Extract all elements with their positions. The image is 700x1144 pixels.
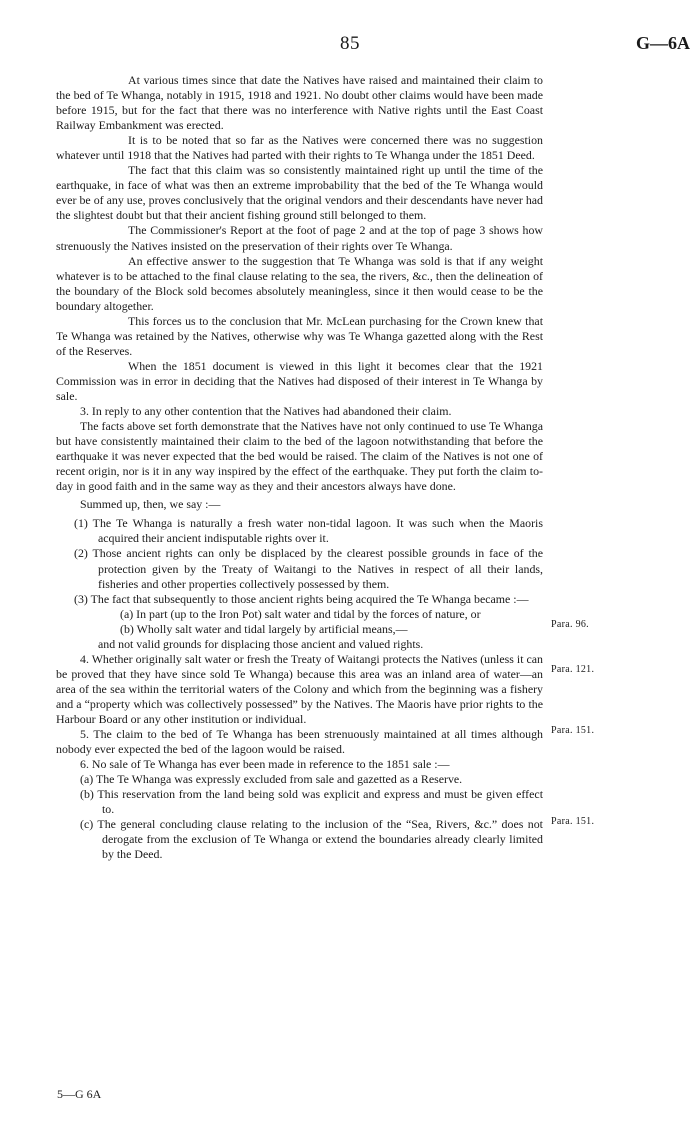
page-number: 85 <box>340 33 360 54</box>
paragraph: When the 1851 document is viewed in this light it becomes clear that the 1921 Commission was in error in deciding that the Natives had disposed of their interest in Te Whanga by sale. <box>56 358 543 403</box>
paragraph: 5. The claim to the bed of Te Whanga has been strenuously maintained at all times although nobody ever expected the bed of the lagoon would be raised. <box>56 727 543 757</box>
margin-note: Para. 96. <box>551 619 589 630</box>
document-reference: G—6A <box>636 33 690 53</box>
margin-note: Para. 151. <box>551 725 595 736</box>
list-item: (b) This reservation from the land being sold was explicit and express and must be given effect to. <box>80 787 543 817</box>
paragraph: At various times since that date the Natives have raised and maintained their claim to the bed of Te Whanga, notably in 1915, 1918 and 1921. No doubt other claims would have been made before 1915, but for the fact that there was no interference with Native rights until the East Coast Railway Embankment was erected. <box>56 73 543 133</box>
paragraph: This forces us to the conclusion that Mr. McLean purchasing for the Crown knew that Te Whanga was retained by the Natives, otherwise why was Te Whanga gazetted along with the Rest of the Reserves. <box>56 313 543 358</box>
list-subitem: and not valid grounds for displacing those ancient and valued rights. <box>98 636 424 651</box>
paragraph: 3. In reply to any other contention that the Natives had abandoned their claim. <box>80 404 452 419</box>
list-item: (3) The fact that subsequently to those ancient rights being acquired the Te Whanga became :— <box>74 591 529 606</box>
list-item: (1) The Te Whanga is naturally a fresh water non-tidal lagoon. It was such when the Maoris acquired their ancient indisputable rights over it. <box>74 516 543 546</box>
list-item: (a) The Te Whanga was expressly excluded from sale and gazetted as a Reserve. <box>80 772 463 787</box>
list-subitem: (b) Wholly salt water and tidal largely by artificial means,— <box>120 621 408 636</box>
paragraph: The fact that this claim was so consistently maintained right up until the time of the earthquake, in face of what was then an extreme improbability that the bed of the Te Whanga would ever be of any use, proves conclusively that the original vendors and their descendants have never had the slightest doubt but that their ancient fishing ground still belonged to them. <box>56 163 543 223</box>
list-item: (2) Those ancient rights can only be displaced by the clearest possible grounds in face of the protection given by the Treaty of Waitangi to the Natives in respect of all their lands, fisheries and other properties collectively possessed by them. <box>74 546 543 591</box>
margin-note: Para. 151. <box>551 816 595 827</box>
footer-signature: 5—G 6A <box>57 1087 102 1101</box>
paragraph: 4. Whether originally salt water or fresh the Treaty of Waitangi protects the Natives (unless it can be proved that they have since sold Te Whanga) because this area was an inland area of water—an area of the sea within the territorial waters of the Colony and which from the beginning was a fishery and a “property which was collectively possessed” by the Natives. The Maoris have prior rights to the Harbour Board or any other institution or individual. <box>56 651 543 726</box>
paragraph: Summed up, then, we say :— <box>80 497 221 512</box>
paragraph: The Commissioner's Report at the foot of page 2 and at the top of page 3 shows how strenuously the Natives insisted on the preservation of their rights over Te Whanga. <box>56 223 543 253</box>
paragraph: An effective answer to the suggestion that Te Whanga was sold is that if any weight whatever is to be attached to the final clause relating to the sea, the rivers, &c., then the delineation of the boundary of the Block sold becomes absolutely meaningless, since it then would cease to be the boundary altogether. <box>56 253 543 313</box>
list-subitem: (a) In part (up to the Iron Pot) salt water and tidal by the forces of nature, or <box>120 606 481 621</box>
body-text <box>56 73 543 862</box>
paragraph: The facts above set forth demonstrate that the Natives have not only continued to use Te Whanga but have consistently maintained their claim to the bed of the lagoon notwithstanding that before the earthquake it was never expected that the bed would be raised. The claim of the Natives is not one of recent origin, nor is it in any way inspired by the effect of the earthquake. They put forth the claim to-day in good faith and in the same way as they and their ancestors always have done. <box>56 419 543 494</box>
paragraph: It is to be noted that so far as the Natives were concerned there was no suggestion whatever until 1918 that the Natives had parted with their rights to Te Whanga under the 1851 Deed. <box>56 133 543 163</box>
margin-note: Para. 121. <box>551 664 595 675</box>
list-item: (c) The general concluding clause relating to the inclusion of the “Sea, Rivers, &c.” does not derogate from the exclusion of Te Whanga or extend the boundaries already clearly limited by the Deed. <box>80 817 543 862</box>
paragraph: 6. No sale of Te Whanga has ever been made in reference to the 1851 sale :— <box>80 757 450 772</box>
